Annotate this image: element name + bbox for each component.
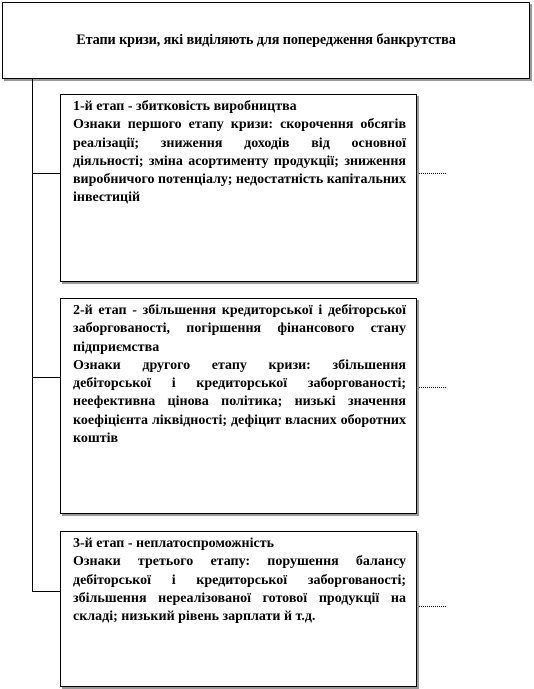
stage-3-signs-text: порушення балансу дебіторської і кредиторської заборгованості; збільшення нереалізованої готової продукції на складі; низький рівень зарплати й т.д. (73, 554, 406, 625)
vertical-connector (32, 79, 33, 592)
connector-stage-3 (32, 591, 60, 592)
stage-1-signs-label: Ознаки першого етапу кризи: (73, 117, 281, 133)
connector-stage-2 (32, 377, 60, 378)
stage-1-heading: 1-й етап - збитковість виробництва (73, 99, 297, 114)
connector-stage-1 (32, 173, 60, 174)
stage-box-2 (60, 298, 417, 514)
stage-2-heading: 2-й етап - збільшення кредиторської і дебіторської заборгованості, погіршення фінансового стану підприємства (73, 303, 406, 355)
stage-3-heading: 3-й етап - неплатоспроможність (73, 536, 274, 551)
stage-3-signs-label: Ознаки третього етапу: (73, 554, 268, 570)
stage-2-signs-text: збільшення дебіторської і кредиторської заборгованості; неефективна цінова політика; низькі значення коефіцієнта ліквідності; дефіцит власних оборотних коштів (73, 357, 406, 447)
stage-2-signs-label: Ознаки другого етапу кризи: (73, 357, 333, 373)
dotted-stub-stage-3 (418, 606, 446, 607)
dotted-stub-stage-2 (418, 387, 446, 388)
diagram-title-box (2, 2, 530, 79)
stage-1-signs-text: скорочення обсягів реалізації; зниження доходів від основної діяльності; зміна асортименту продукції; зниження виробничого потенціалу; недостатність капітальних інвестицій (73, 117, 407, 206)
stage-box-1 (60, 94, 417, 282)
stage-box-3 (60, 531, 417, 687)
dotted-stub-stage-1 (418, 173, 446, 174)
diagram-title: Етапи кризи, які виділяють для попередження банкрутства (76, 32, 456, 48)
